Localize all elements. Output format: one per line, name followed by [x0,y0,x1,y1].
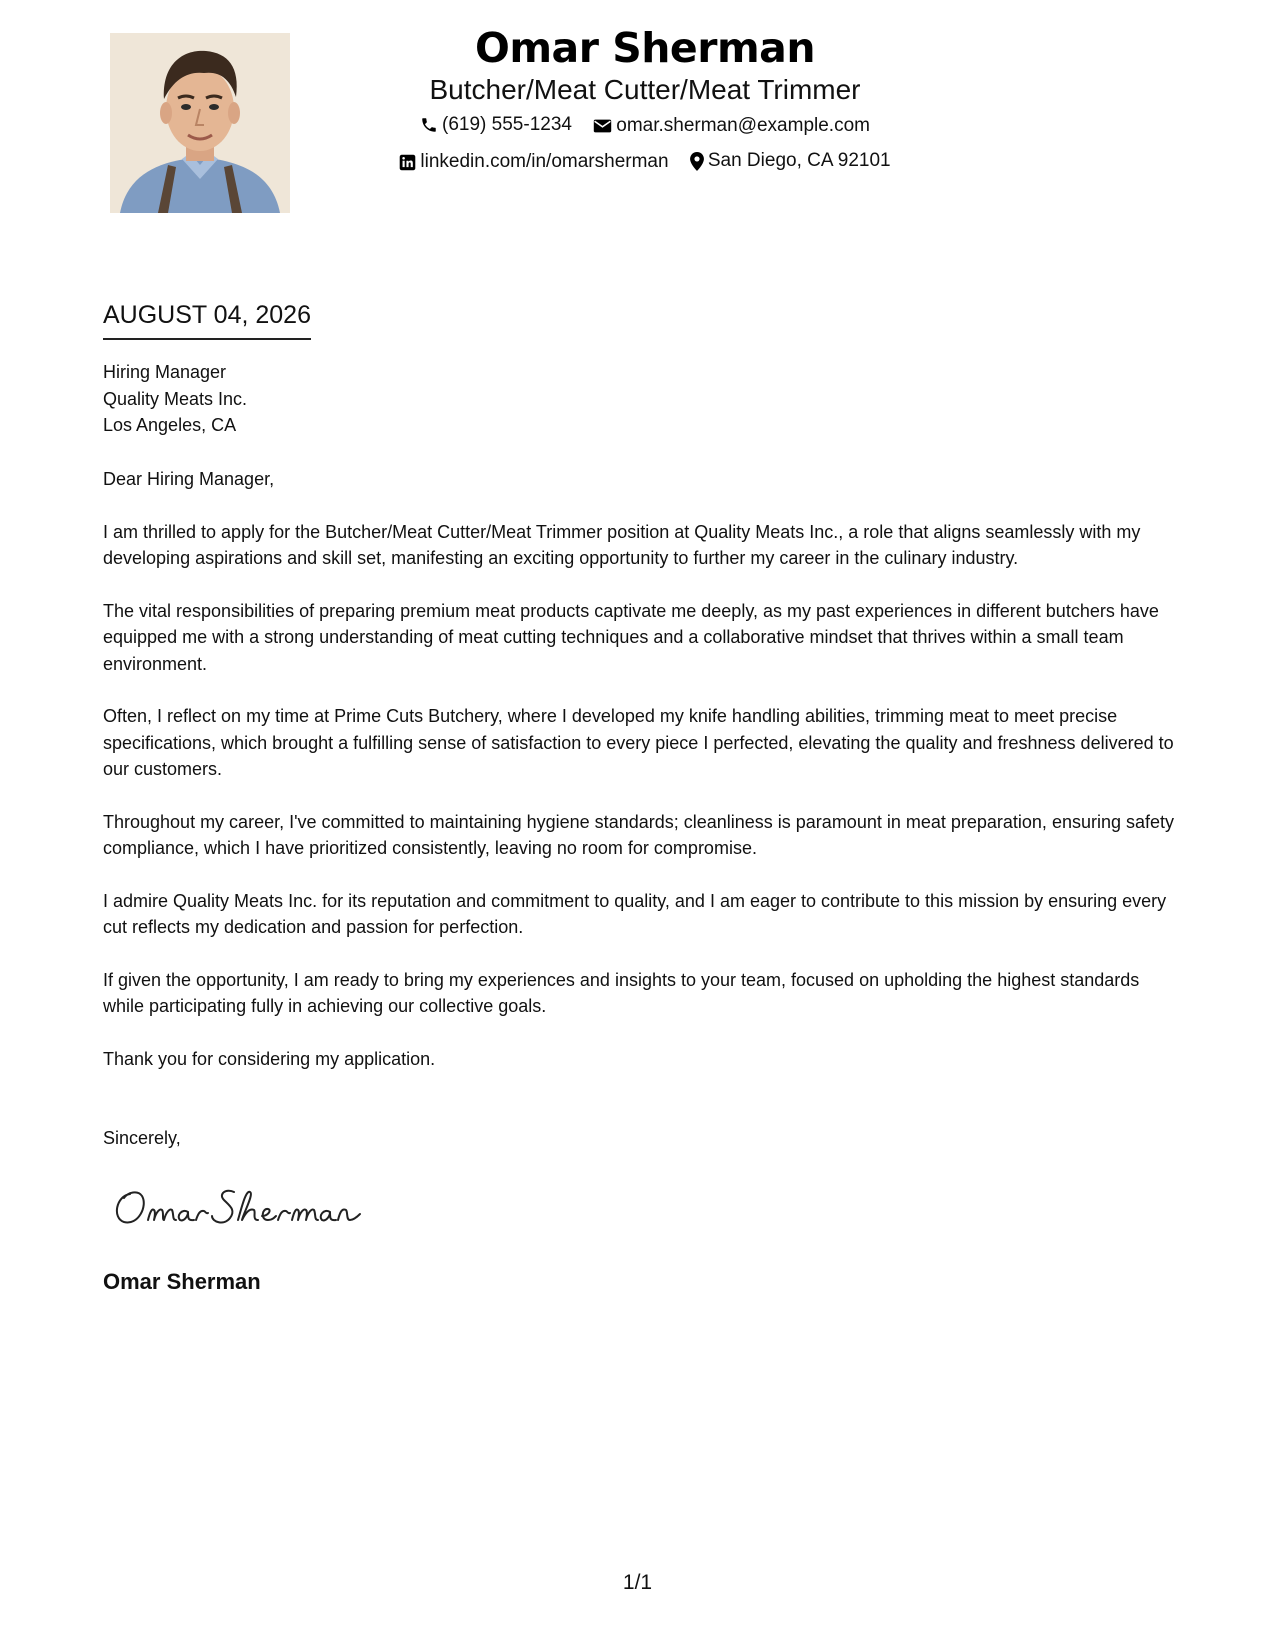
phone-contact[interactable] [420,111,572,139]
profile-photo-illustration [110,33,290,213]
contact-row-primary [330,111,960,143]
signer-name: Omar Sherman [103,1269,261,1294]
salutation: Dear Hiring Manager, [103,469,275,489]
contact-row-secondary [330,147,960,180]
recipient-line: Quality Meats Inc. [103,388,248,409]
profile-photo [110,33,290,213]
resume-header [330,20,960,180]
phone-icon [420,116,438,134]
letter-date: AUGUST 04, 2026 [103,298,311,340]
recipient-line: Hiring Manager [103,362,227,382]
body-paragraph: I am thrilled to apply for the Butcher/Meat Cutter/Meat Trimmer position at Quality Meats Inc., a role that aligns seamlessly with my developing aspirations and skill set, manifesting an exciting opportunity to further my career in the culinary industry. [103,521,1141,568]
job-title: Butcher/Meat Cutter/Meat Trimmer [429,74,861,105]
linkedin-url: linkedin.com/in/omarsherman [420,151,669,172]
map-pin-icon [690,152,704,171]
body-paragraph: Throughout my career, I've committed to maintaining hygiene standards; cleanliness is paramount in meat preparation, ensuring safety compliance, which I have prioritized consistently, leaving no room for compromise. [103,811,1175,858]
phone-number: (619) 555-1234 [442,114,572,135]
body-paragraph: The vital responsibilities of preparing premium meat products captivate me deeply, as my past experiences in different butchers have equipped me with a strong understanding of meat cutting techniques and a collaborative mindset that thrives within a small team environment. [103,600,1159,674]
linkedin-icon [399,154,416,171]
applicant-name: Omar Sherman [474,24,816,72]
body-paragraph: Thank you for considering my application. [103,1048,436,1069]
body-paragraph: I admire Quality Meats Inc. for its reputation and commitment to quality, and I am eager to contribute to this mission by ensuring every cut reflects my dedication and passion for perfection. [103,890,1167,937]
letter-body [103,466,1183,1098]
location-text: San Diego, CA 92101 [707,150,891,171]
linkedin-contact[interactable] [399,148,668,176]
body-paragraph: If given the opportunity, I am ready to bring my experiences and insights to your team, focused on upholding the highest standards while participating fully in achieving our collective goals. [103,969,1140,1016]
envelope-icon [593,118,612,134]
recipient-block [103,359,247,439]
location-contact [690,147,891,175]
recipient-line: Los Angeles, CA [103,415,237,435]
handwritten-signature [108,1176,368,1236]
body-paragraph: Often, I reflect on my time at Prime Cuts Butchery, where I developed my knife handling abilities, trimming meat to meet precise specifications, which brought a fulfilling sense of satisfaction to every piece I perfected, elevating the quality and freshness delivered to our customers. [103,706,1174,779]
email-address: omar.sherman@example.com [616,115,870,136]
page-number: 1/1 [622,1571,653,1594]
email-contact[interactable] [593,112,870,140]
closing: Sincerely, [103,1128,181,1148]
